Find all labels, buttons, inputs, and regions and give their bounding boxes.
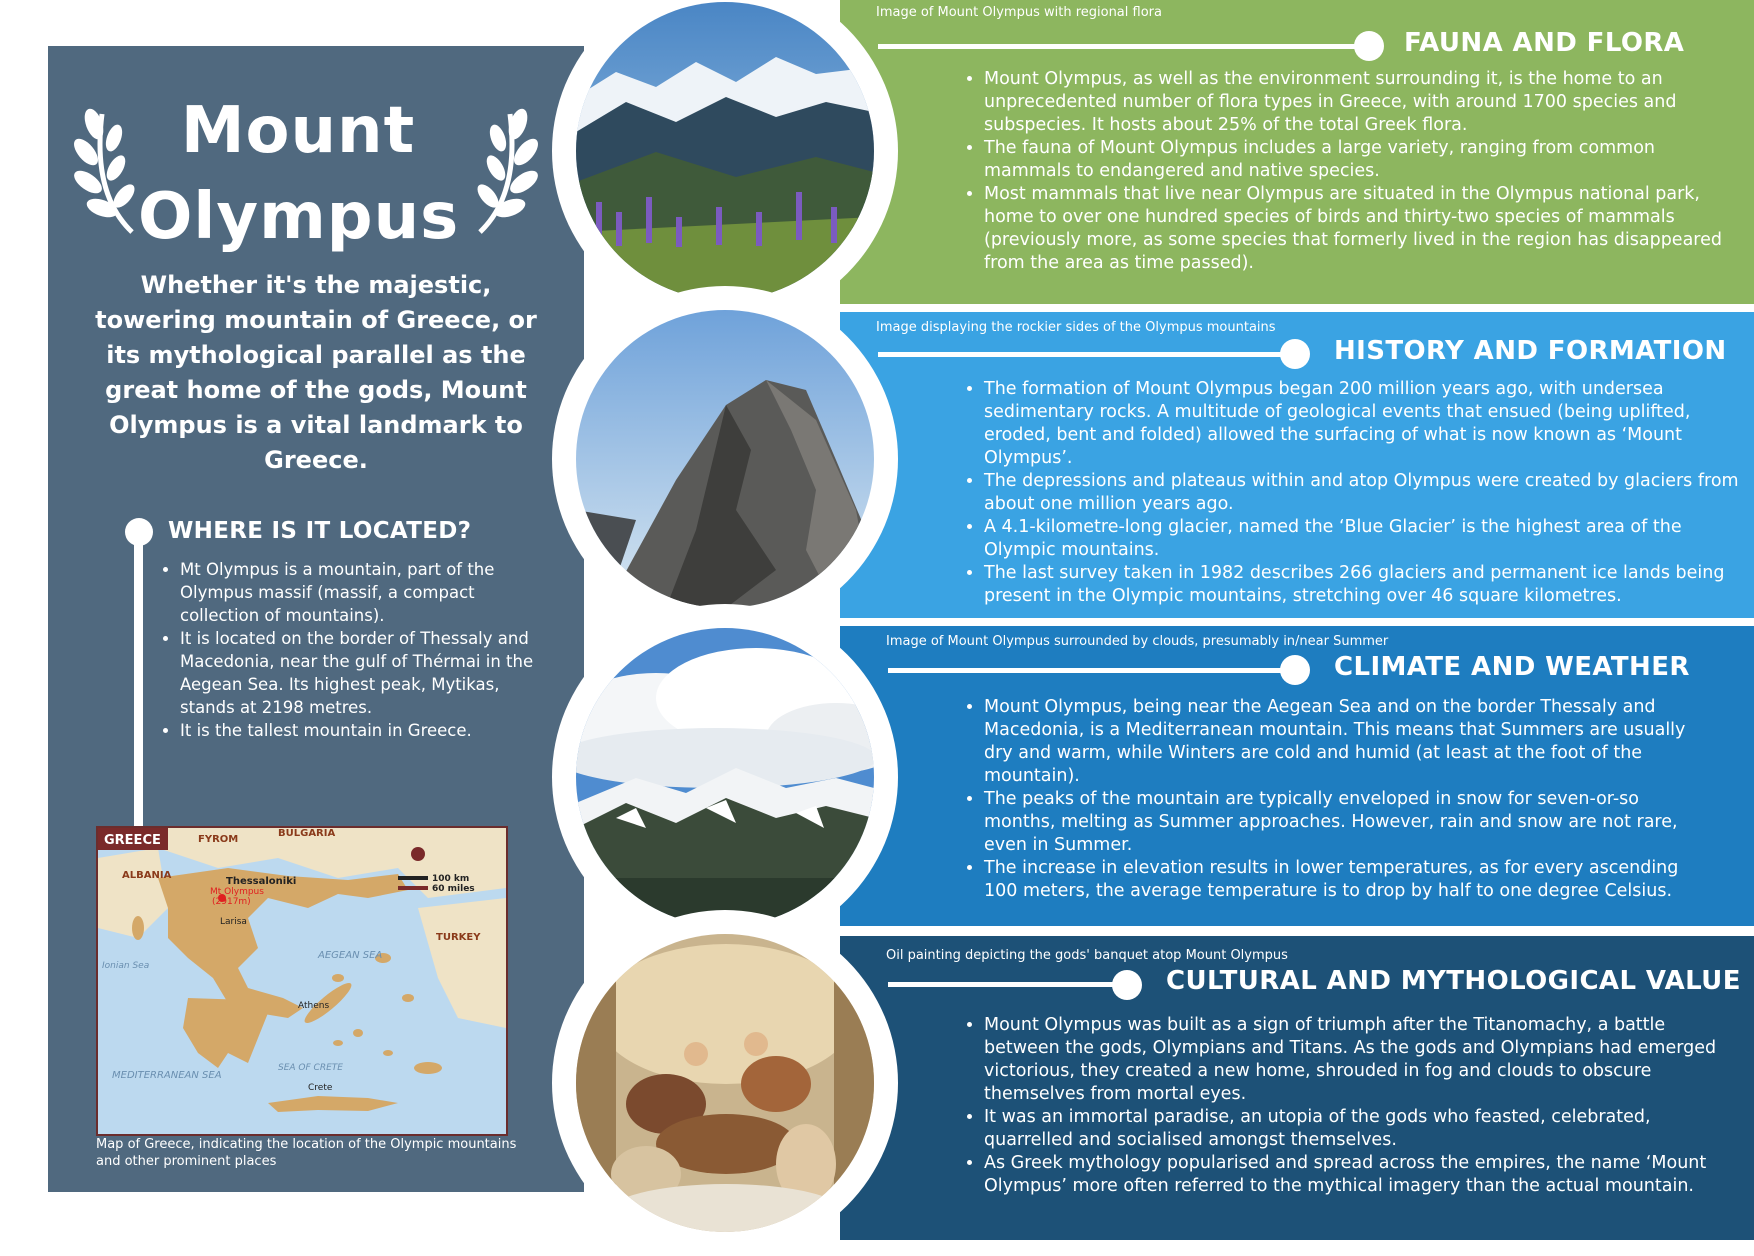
map-label-bulgaria: BULGARIA	[278, 828, 336, 839]
map-label-thessaloniki: Thessaloniki	[226, 876, 297, 887]
list-item: • Mount Olympus, being near the Aegean Sea and on the border Thessaly and Macedonia, is a Mediterranean mountain. This means that Summers are usually dry and warm, while Winters are cold and humid (at least at the foot of the mountain).	[984, 696, 1694, 788]
compass-icon	[411, 847, 425, 861]
map-label-mt-height: (2917m)	[212, 897, 251, 907]
map-label-crete-sea: SEA OF CRETE	[278, 1063, 343, 1073]
fauna-connector	[878, 44, 1368, 49]
fauna-list	[964, 68, 1736, 275]
climate-list	[964, 696, 1694, 903]
page-title: Mount Olympus	[138, 94, 460, 254]
greece-map	[96, 826, 508, 1136]
location-heading: WHERE IS IT LOCATED?	[168, 518, 472, 544]
culture-image-frame	[552, 910, 898, 1256]
map-label-crete: Crete	[308, 1083, 333, 1093]
list-item: • It was an immortal paradise, an utopia of the gods who feasted, celebrated, quarrelled and socialised amongst themselves.	[984, 1106, 1734, 1152]
list-item: • The fauna of Mount Olympus includes a large variety, ranging from common mammals to endangered and native species.	[984, 137, 1736, 183]
history-heading: HISTORY AND FORMATION	[1334, 336, 1727, 366]
history-connector-dot	[1280, 339, 1310, 369]
left-panel	[48, 46, 584, 1192]
map-label-larisa: Larisa	[220, 917, 247, 927]
climate-heading: CLIMATE AND WEATHER	[1334, 652, 1690, 682]
history-connector	[878, 352, 1298, 357]
map-label-turkey: TURKEY	[436, 932, 481, 943]
list-item: • Mount Olympus, as well as the environment surrounding it, is the home to an unprecedented number of flora types in Greece, with around 1700 species and subspecies. It hosts about 25% of the total Greek flora.	[984, 68, 1736, 137]
fauna-connector-dot	[1354, 31, 1384, 61]
culture-connector	[888, 982, 1128, 987]
fauna-image	[576, 2, 874, 300]
climate-caption: Image of Mount Olympus surrounded by clouds, presumably in/near Summer	[886, 634, 1389, 649]
list-item: • The last survey taken in 1982 describes 266 glaciers and permanent ice lands being present in the Olympic mountains, stretching over 46 square kilometres.	[984, 562, 1744, 608]
map-label-mediterranean: MEDITERRANEAN SEA	[112, 1070, 222, 1081]
intro-text: Whether it's the majestic, towering mountain of Greece, or its mythological parallel as the great home of the gods, Mount Olympus is a vital landmark to Greece.	[95, 271, 537, 474]
list-item: • A 4.1-kilometre-long glacier, named the ‘Blue Glacier’ is the highest area of the Olympic mountains.	[984, 516, 1744, 562]
climate-connector-dot	[1280, 655, 1310, 685]
map-label-mt-olympus: Mt Olympus	[210, 887, 264, 897]
history-image-frame	[552, 286, 898, 632]
climate-image	[576, 628, 874, 926]
laurel-right-icon	[466, 104, 540, 236]
culture-heading: CULTURAL AND MYTHOLOGICAL VALUE	[1166, 966, 1741, 996]
band-separator	[1700, 304, 1754, 312]
map-label-athens: Athens	[298, 1001, 330, 1011]
history-list	[964, 378, 1744, 608]
history-caption: Image displaying the rockier sides of the Olympus mountains	[876, 320, 1276, 335]
map-label-aegean: AEGEAN SEA	[318, 950, 383, 961]
culture-connector-dot	[1112, 970, 1142, 1000]
map-label-ionian: Ionian Sea	[102, 961, 150, 971]
map-caption: Map of Greece, indicating the location of the Olympic mountains and other prominent places	[96, 1137, 517, 1169]
culture-list	[964, 1014, 1734, 1198]
list-item: • Mount Olympus was built as a sign of triumph after the Titanomachy, a battle between the gods, Olympians and Titans. As the gods and Olympians had emerged victorious, they created a new home, shrouded in fog and clouds to obscure themselves from mortal eyes.	[984, 1014, 1734, 1106]
band-separator	[1700, 618, 1754, 626]
list-item: • The depressions and plateaus within and atop Olympus were created by glaciers from about one million years ago.	[984, 470, 1744, 516]
list-item: • It is located on the border of Thessaly and Macedonia, near the gulf of Thérmai in the Aegean Sea. Its highest peak, Mytikas, stands at 2198 metres.	[180, 627, 540, 719]
map-scale-mi: 60 miles	[432, 884, 475, 894]
fauna-caption: Image of Mount Olympus with regional flora	[876, 5, 1162, 20]
laurel-left-icon	[72, 104, 146, 236]
timeline-line	[134, 534, 143, 870]
band-separator	[1700, 926, 1754, 934]
history-image	[576, 310, 874, 608]
climate-image-frame	[552, 604, 898, 950]
list-item: • Mt Olympus is a mountain, part of the Olympus massif (massif, a compact collection of mountains).	[180, 558, 540, 627]
climate-connector	[888, 668, 1298, 673]
culture-image	[576, 934, 874, 1232]
map-header: GREECE	[104, 833, 161, 848]
fauna-heading: FAUNA AND FLORA	[1404, 28, 1685, 58]
list-item: • The formation of Mount Olympus began 200 million years ago, with undersea sedimentary rocks. A multitude of geological events that ensued (being uplifted, eroded, bent and folded) allowed the surfacing of what is now known as ‘Mount Olympus’.	[984, 378, 1744, 470]
location-list	[160, 558, 540, 742]
map-label-fyrom: FYROM	[198, 834, 239, 845]
culture-caption: Oil painting depicting the gods' banquet atop Mount Olympus	[886, 948, 1288, 963]
list-item: • Most mammals that live near Olympus are situated in the Olympus national park, home to over one hundred species of birds and thirty-two species of mammals (previously more, as some species that formerly lived in the region has disappeared from the area as time passed).	[984, 183, 1736, 275]
list-item: • The increase in elevation results in lower temperatures, as for every ascending 100 meters, the average temperature is to drop by half to one degree Celsius.	[984, 857, 1694, 903]
map-label-albania: ALBANIA	[122, 870, 172, 881]
list-item: • As Greek mythology popularised and spread across the empires, the name ‘Mount Olympus’ more often referred to the mythical imagery than the actual mountain.	[984, 1152, 1734, 1198]
list-item: • The peaks of the mountain are typically enveloped in snow for seven-or-so months, melting as Summer approaches. However, rain and snow are not rare, even in Summer.	[984, 788, 1694, 857]
map-scale-km: 100 km	[432, 874, 470, 884]
timeline-dot	[125, 518, 153, 546]
list-item: • It is the tallest mountain in Greece.	[180, 719, 540, 742]
